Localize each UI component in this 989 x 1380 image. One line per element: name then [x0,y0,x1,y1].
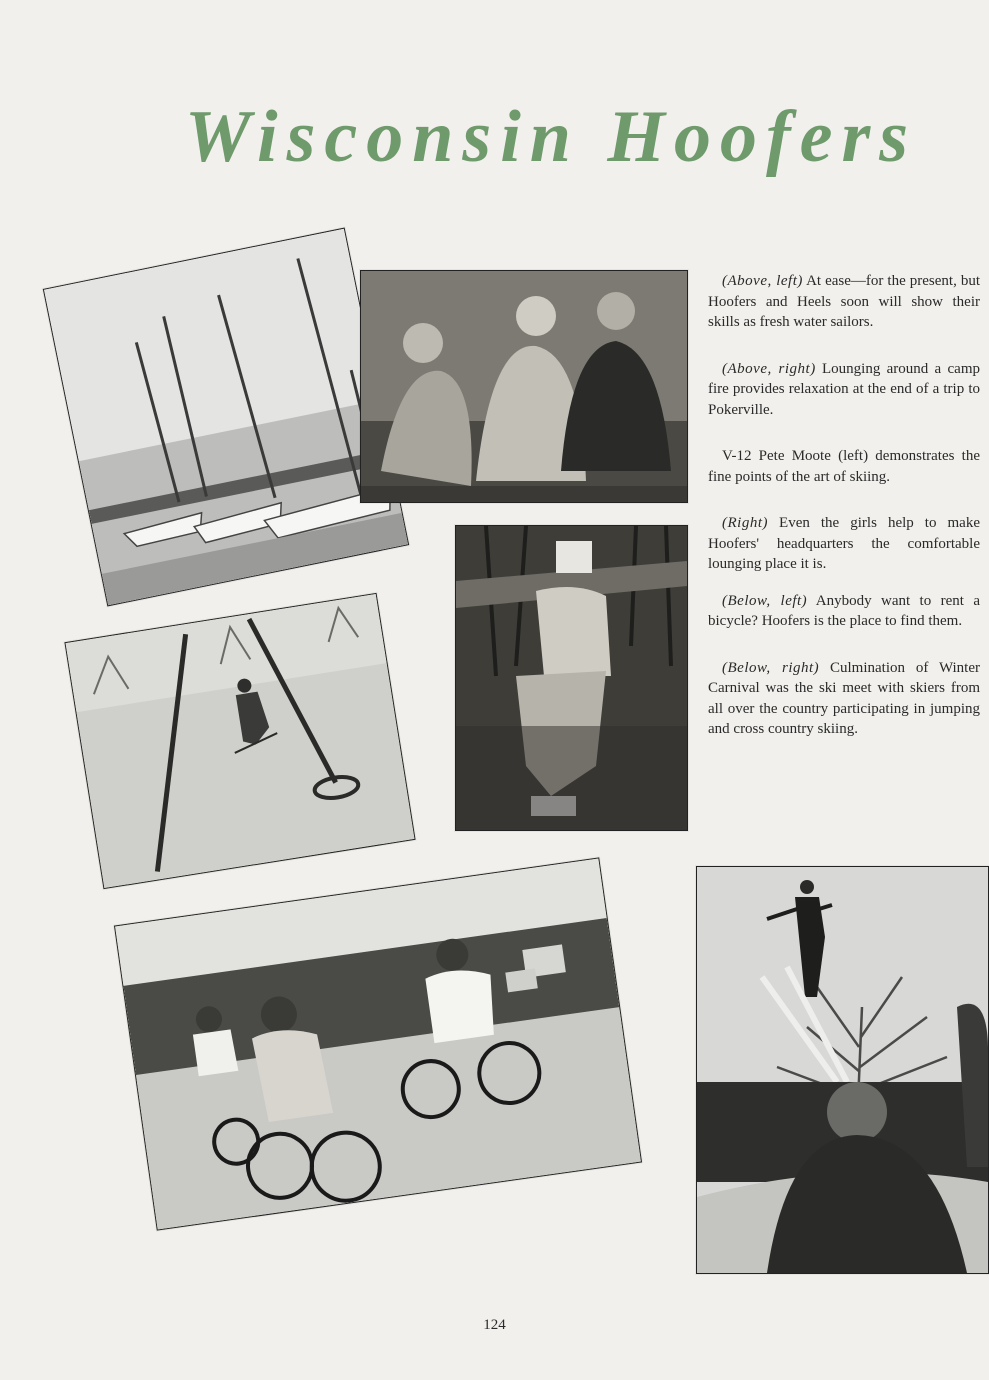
page-title: Wisconsin Hoofers [185,96,918,178]
photo-sailboats [43,228,409,607]
photo-bicycles [114,857,642,1230]
captions-column [708,271,980,740]
caption-above-right: (Above, right) Lounging around a camp fire provides relaxation at the end of a trip to Pokerville. [708,360,980,418]
caption-below-right: (Below, right) Culmination of Winter Carnival was the ski meet with skiers from all over the country participating in jumping and cross country skiing. [708,659,980,737]
caption-right: (Right) Even the girls help to make Hoofers' headquarters the comfortable lounging place it is. [708,515,980,572]
page-number: 124 [483,1317,506,1333]
caption-below-left: (Below, left) Anybody want to rent a bicycle? Hoofers is the place to find them. [708,592,981,629]
photo-campfire [360,270,688,503]
photo-skier [64,593,415,889]
caption-above-left: (Above, left) At ease—for the present, but Hoofers and Heels soon will show their skills as fresh water sailors. [708,273,981,330]
photo-log-carrier [455,525,688,831]
photo-ski-jump [696,866,989,1274]
caption-left: V-12 Pete Moote (left) demonstrates the fine points of the art of skiing. [708,448,980,485]
